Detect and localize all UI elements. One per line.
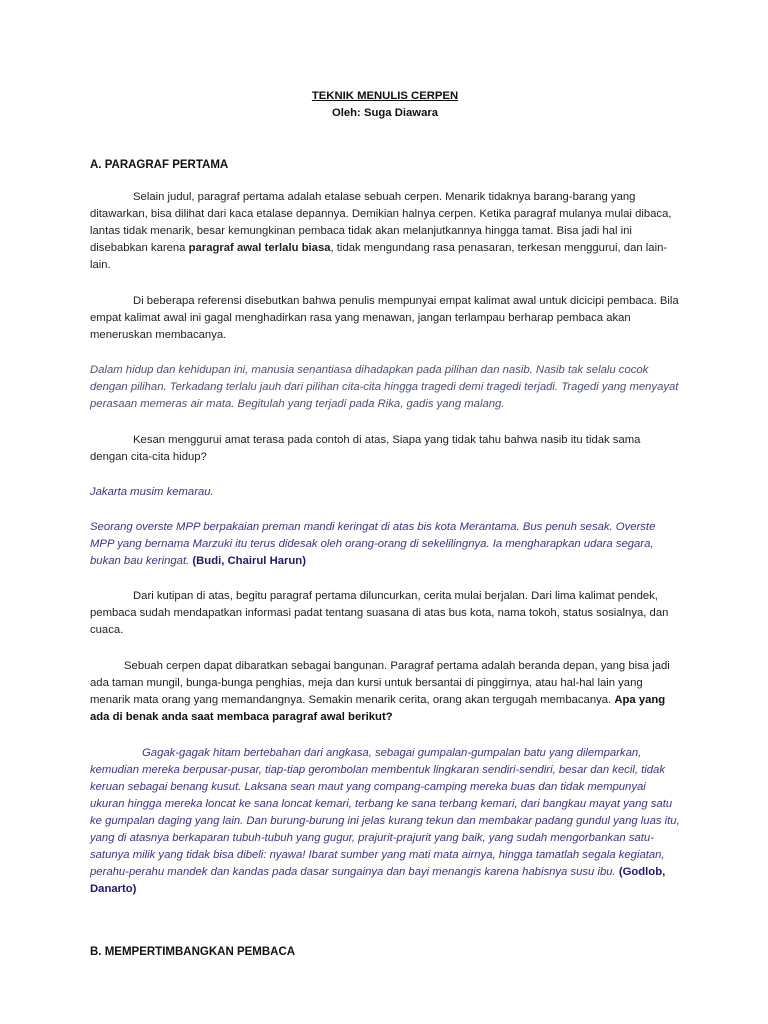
quote-example-3: [90, 745, 680, 898]
quote-example-3-text: Gagak-gagak hitam bertebahan dari angkasa, sebagai gumpalan-gumpalan batu yang dilemparkan, kemudian mereka berpusar-pusar, tiap-tiap gerombolan membentuk lingkaran sendiri-sendiri, besar dan kecil, tidak keruan sebagai benang kusut. Laksana sean maut yang compang-camping mereka buas dan tidak mempunyai ukuran hingga mereka loncat ke sana loncat kemari, terbang ke sana terbang kemari, dari bangkau mayat yang satu ke gumpalan daging yang lain. Dan burung-burung ini jelas kurang tekun dan membakar padang gundul yang luas itu, yang di atasnya berkaparan tubuh-tubuh yang gugur, prajurit-prajurit yang baik, yang sudah mengorbankan satu-satunya milik yang tidak bisa dibeli: nyawa! Ibarat sumber yang mati mata airnya, hingga tamatlah segala kegiatan, perahu-perahu mandek dan kandas pada dasar sungainya dan bayi menangis karena habisnya susu ibu.: [90, 747, 680, 878]
quote-example-2-text: Seorang overste MPP berpakaian preman mandi keringat di atas bis kota Merantama. Bus penuh sesak. Overste MPP yang bernama Marzuki itu terus didesak oleh orang-orang di sekelilingnya. Ia mengharapkan udara segara, bukan bau keringat.: [90, 521, 656, 567]
paragraph-1-text-end: , tidak mengundang rasa penasaran, terkesan menggurui, dan lain-lain.: [90, 242, 668, 271]
quote-example-1: Dalam hidup dan kehidupan ini, manusia senantiasa dihadapkan pada pilihan dan nasib. Nasib tak selalu cocok dengan pilihan. Terkadang terlalu jauh dari pilihan cita-cita hingga tragedi demi tragedi terjadi. Tragedi yang menyayat perasaan memeras air mata. Begitulah yang terjadi pada Rika, gadis yang malang.: [90, 364, 679, 410]
section-heading-b: B. MEMPERTIMBANGKAN PEMBACA: [90, 946, 296, 958]
quote-example-2-opening: Jakarta musim kemarau.: [90, 486, 214, 498]
paragraph-4: Dari kutipan di atas, begitu paragraf pertama diluncurkan, cerita mulai berjalan. Dari lima kalimat pendek, pembaca sudah mendapatkan informasi padat tentang suasana di atas bus kota, nama tokoh, status sosialnya, dan cuaca.: [90, 590, 669, 636]
section-heading-a: A. PARAGRAF PERTAMA: [90, 159, 229, 171]
paragraph-1: [90, 189, 680, 274]
paragraph-5-text: Sebuah cerpen dapat dibaratkan sebagai bangunan. Paragraf pertama adalah beranda depan, yang bisa jadi ada taman mungil, bunga-bunga penghias, meja dan kursi untuk bersantai di pinggirnya, atau hal-hal lain yang menarik mata orang yang memandangnya. Semakin menarik cerita, orang akan tergugah membacanya.: [90, 660, 670, 706]
quote-example-2-citation: (Budi, Chairul Harun): [192, 555, 306, 567]
document-title: TEKNIK MENULIS CERPEN: [311, 90, 459, 102]
paragraph-5: [90, 658, 680, 726]
paragraph-2: Di beberapa referensi disebutkan bahwa penulis mempunyai empat kalimat awal untuk dicicipi pembaca. Bila empat kalimat awal ini gagal menghadirkan rasa yang menawan, jangan terlampau berharap pembaca akan meneruskan membacanya.: [90, 295, 679, 341]
document-author: Oleh: Suga Diawara: [331, 107, 439, 119]
paragraph-3: Kesan menggurui amat terasa pada contoh di atas, Siapa yang tidak tahu bahwa nasib itu tidak sama dengan cita-cita hidup?: [90, 434, 641, 463]
document-page: [90, 80, 680, 961]
paragraph-1-text: Selain judul, paragraf pertama adalah etalase sebuah cerpen. Menarik tidaknya barang-barang yang ditawarkan, bisa dilihat dari kaca etalase depannya. Demikian halnya cerpen. Ketika paragraf mulanya mulai dibaca, lantas tidak menarik, besar kemungkinan pembaca tidak akan melanjutkannya hingga tamat. Bisa jadi hal ini disebabkan karena: [90, 191, 672, 254]
quote-example-3-citation: (Godlob, Danarto): [90, 866, 666, 895]
paragraph-1-bold: paragraf awal terlalu biasa: [188, 242, 331, 254]
quote-example-2: [90, 519, 680, 570]
paragraph-5-question: Apa yang ada di benak anda saat membaca paragraf awal berikut?: [90, 694, 666, 723]
